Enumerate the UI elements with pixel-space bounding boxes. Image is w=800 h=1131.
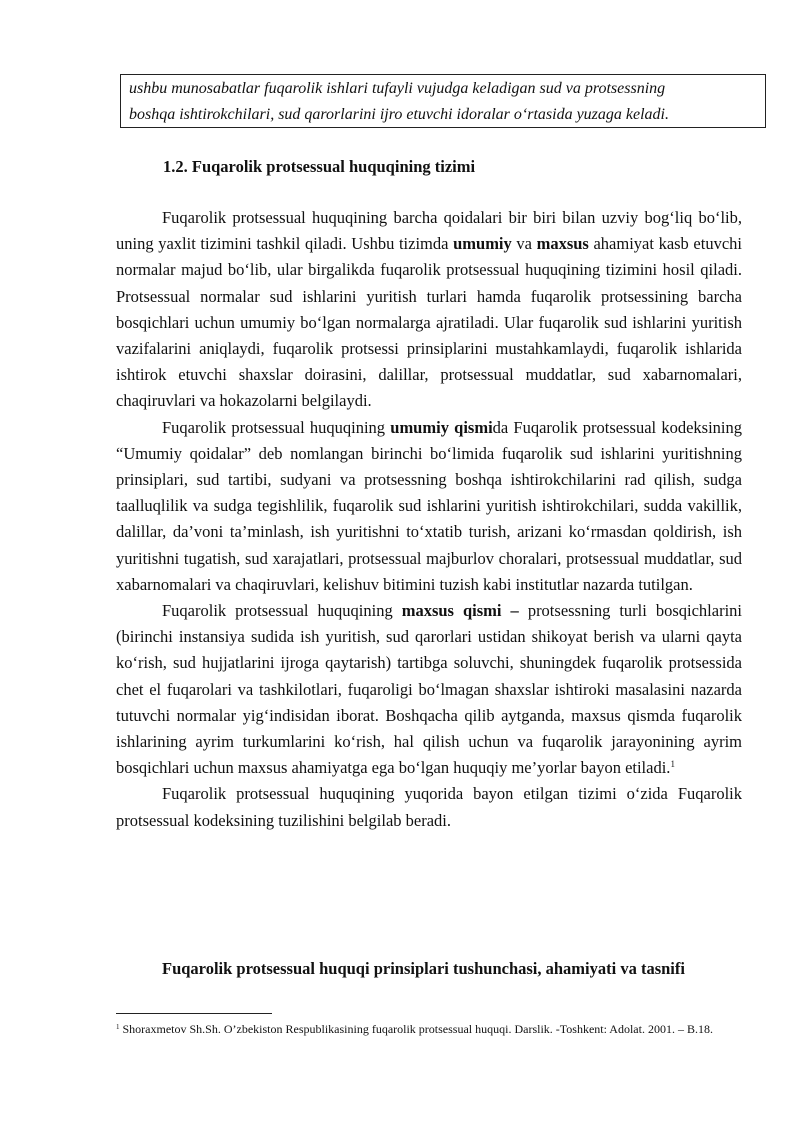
section-heading: 1.2. Fuqarolik protsessual huquqining tizimi xyxy=(163,157,476,176)
body-text xyxy=(116,205,742,834)
paragraph-4 xyxy=(116,781,742,833)
footnote-text: Shoraxmetov Sh.Sh. O’zbekiston Respublikasining fuqarolik protsessual huquqi. Darslik. -Toshkent: Adolat. 2001. – B.18. xyxy=(119,1022,713,1036)
paragraph-3 xyxy=(116,598,742,781)
paragraph-3-text-b: protsessning turli bosqichlarini (birinchi instansiya sudida ish yuritish, sud qarorlari ustidan shikoyat berish va ularni qayta ko‘rish, sud hujjatlarini ijroga qaytarish) tartibga soluvchi, shuningdek fuqarolik protsessida chet el fuqarolari va tashkilotlari, fuqaroligi bo‘lmagan shaxslar ishtiroki masalasini nazarda tutuvchi normalar yig‘indisidan iborat. Boshqacha qilib aytganda, maxsus qismda fuqarolik ishlarining ayrim turkumlarini ko‘rish, hal qilish uchun va fuqarolik jarayonining ayrim bosqichlari uchun maxsus ahamiyatga ega bo‘lgan huquqiy me’yorlar bayon etiladi. xyxy=(116,601,743,778)
paragraph-1-text-c: ahamiyat kasb etuvchi normalar majud bo‘lib, ular birgalikda fuqarolik protsessual huquqining tizimini hosil qiladi. Protsessual normalar sud ishlarini yuritish turlari hamda fuqarolik protsessining barcha bosqichlari uchun umumiy bo‘lgan normalarga ajratiladi. Ular fuqarolik sud ishlarini yuritish vazifalarini aniqlaydi, fuqarolik protsessi prinsiplarini mustahkamlaydi, fuqarolik ishlarida ishtirok etuvchi shaxslar doirasini, dalillar, protsessual muddatlar, sud xabarnomalari, chaqiruvlari va hokazolarni belgilaydi. xyxy=(116,234,742,411)
paragraph-3-text-a: Fuqarolik protsessual huquqining xyxy=(162,601,402,621)
paragraph-4-text: Fuqarolik protsessual huquqining yuqorida bayon etilgan tizimi o‘zida Fuqarolik protsessual kodeksining tuzilishini belgilab beradi. xyxy=(116,784,742,830)
footnote xyxy=(116,1020,746,1039)
footnote-mark: 1 xyxy=(116,1023,120,1031)
paragraph-2-text-a: Fuqarolik protsessual huquqining xyxy=(162,417,391,437)
paragraph-3-bold-maxsus-qismi: maxsus qismi – xyxy=(401,601,519,621)
paragraph-1 xyxy=(116,205,742,415)
paragraph-2-text-b: da Fuqarolik protsessual kodeksining “Umumiy qoidalar” deb nomlangan birinchi bo‘limida fuqarolik sud ishlarini yuritishning prinsiplari, sud tartibi, sudyani va protsessning boshqa ishtirokchilarini rad qilish, sudga taalluqlilik va sudga tegishlilik, fuqarolik sud ishlarini yuritish ishtirokchilari, sudda vakillik, dalillar, da’voni ta’minlash, ish yuritishni to‘xtatib turish, arizani ko‘rmasdan qoldirish, ish yuritishni tugatish, sud xarajatlari, protsessual majburlov choralari, protsessual muddatlar, sud xabarnomalari va chaqiruvlari, kelishuv bitimini tuzish kabi institutlar nazarda tutilgan. xyxy=(116,417,742,594)
paragraph-2 xyxy=(116,415,742,598)
paragraph-1-text-a: Fuqarolik protsessual huquqining barcha qoidalari bir biri bilan uzviy bog‘liq bo‘lib, uning yaxlit tizimini tashkil qiladi. Ushbu tizimda xyxy=(116,208,742,254)
footnote-divider xyxy=(116,1013,272,1014)
footnote-reference[interactable]: 1 xyxy=(670,759,675,770)
boxed-note-line-1: ushbu munosabatlar fuqarolik ishlari tufayli vujudga keladigan sud va protsessning xyxy=(129,80,666,97)
paragraph-1-bold-maxsus: maxsus xyxy=(536,234,589,254)
section-2-heading: Fuqarolik protsessual huquqi prinsiplari tushunchasi, ahamiyati va tasnifi xyxy=(162,959,685,978)
paragraph-2-bold-umumiy-qismi: umumiy qismi xyxy=(390,417,493,437)
boxed-note-line-2: boshqa ishtirokchilari, sud qarorlarini ijro etuvchi idoralar o‘rtasida yuzaga keladi. xyxy=(129,106,669,123)
paragraph-1-text-b: va xyxy=(511,234,537,254)
boxed-note xyxy=(120,74,766,128)
paragraph-1-bold-umumiy: umumiy xyxy=(453,234,512,254)
